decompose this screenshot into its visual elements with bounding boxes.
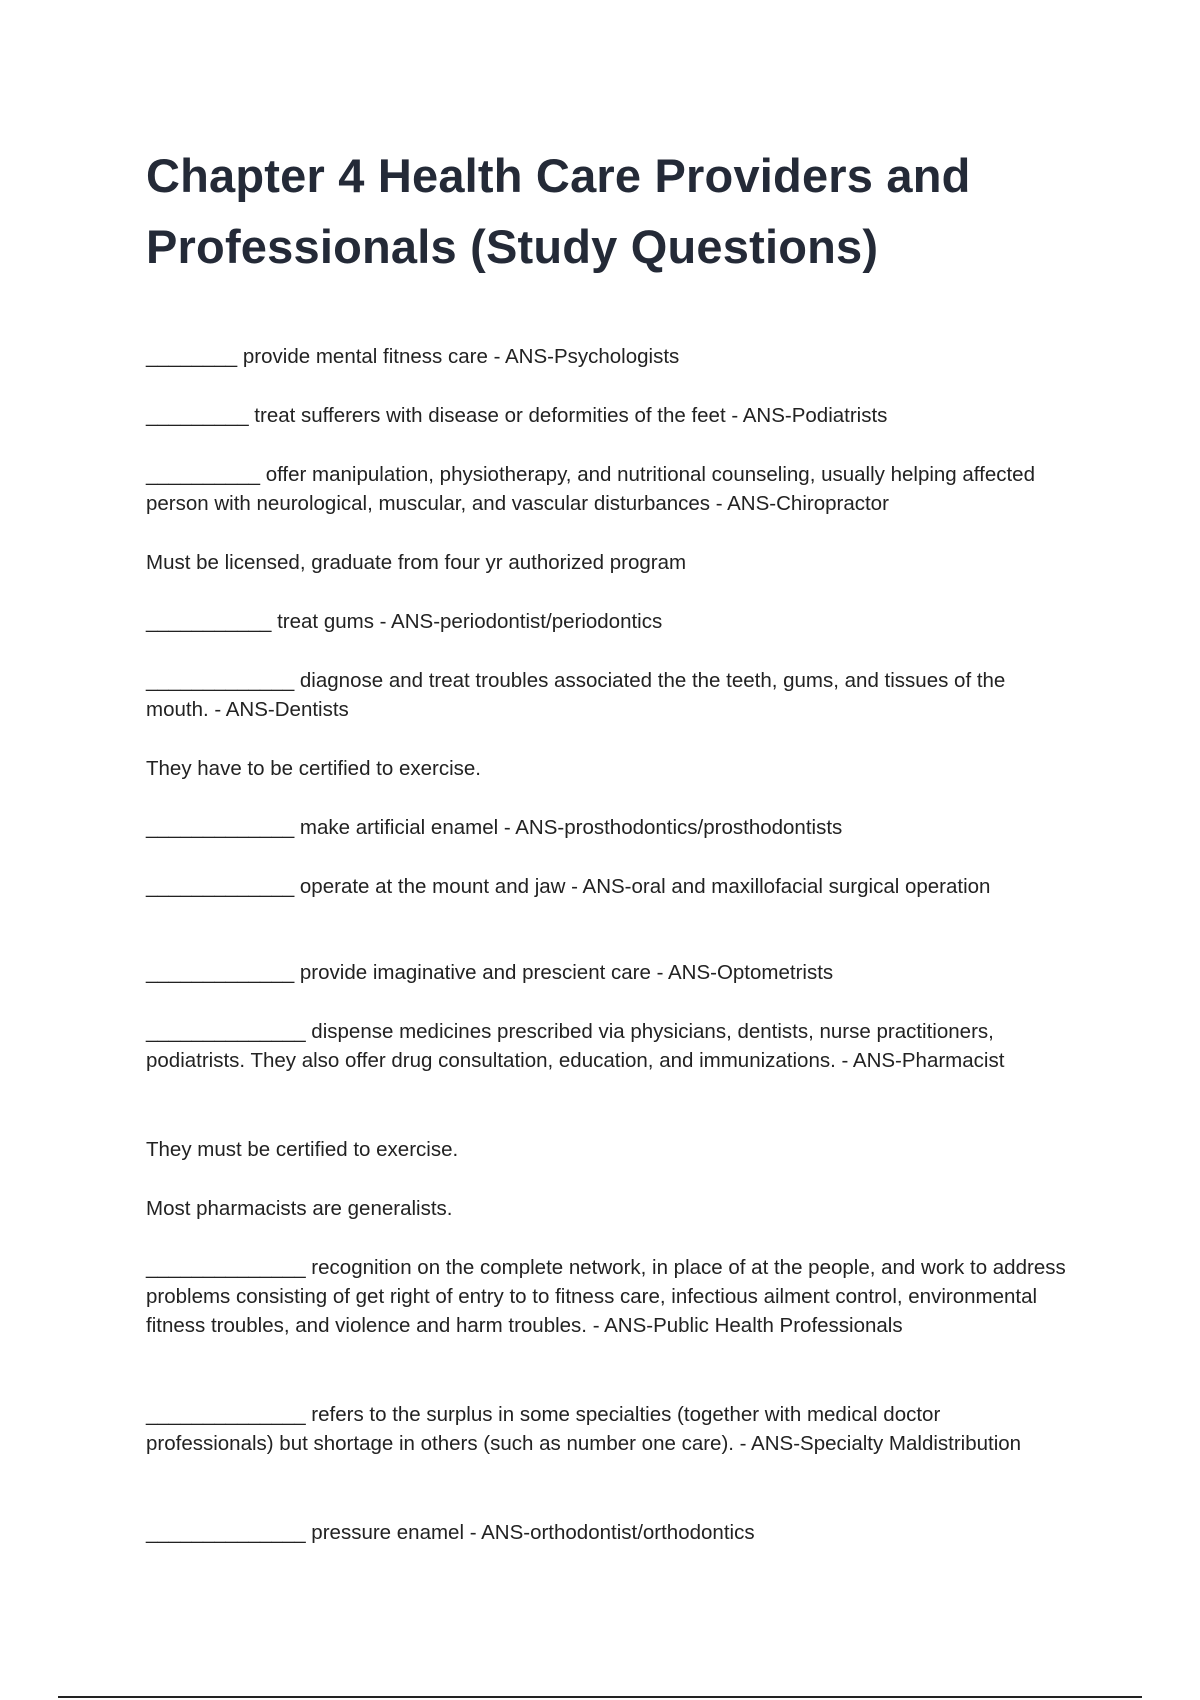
question-orthodontist: ______________ pressure enamel - ANS-orthodontist/orthodontics — [146, 1521, 755, 1544]
note-dentist-certification: They have to be certified to exercise. — [146, 757, 482, 780]
question-prosthodontics: _____________ make artificial enamel - ANS-prosthodontics/prosthodontists — [146, 816, 843, 839]
question-public-health: ______________ recognition on the complete network, in place of at the people, and work to address problems consisting of get right of entry to to fitness care, infectious ailment control, environmental fitness troubles, and violence and harm troubles. - ANS-Public Health Professionals — [146, 1256, 1072, 1337]
question-pharmacist: ______________ dispense medicines prescribed via physicians, dentists, nurse practitioners, podiatrists. They also offer drug consultation, education, and immunizations. - ANS-Pharmacist — [146, 1020, 1005, 1072]
question-psychologists: ________ provide mental fitness care - ANS-Psychologists — [146, 345, 680, 368]
note-licensing: Must be licensed, graduate from four yr authorized program — [146, 551, 687, 574]
question-oral-surgery: _____________ operate at the mount and jaw - ANS-oral and maxillofacial surgical operation — [146, 875, 991, 898]
note-pharmacist-certification: They must be certified to exercise. — [146, 1138, 459, 1161]
question-chiropractor: __________ offer manipulation, physiotherapy, and nutritional counseling, usually helping affected person with neurological, muscular, and vascular disturbances - ANS-Chiropractor — [146, 463, 1041, 515]
question-periodontist: ___________ treat gums - ANS-periodontist/periodontics — [146, 610, 663, 633]
note-pharmacist-generalists: Most pharmacists are generalists. — [146, 1197, 453, 1220]
page-title: Chapter 4 Health Care Providers and Professionals (Study Questions) — [146, 149, 971, 273]
footer-divider — [58, 1696, 1142, 1698]
question-dentists: _____________ diagnose and treat troubles associated the the teeth, gums, and tissues of the mouth. - ANS-Dentists — [146, 669, 1012, 721]
question-podiatrists: _________ treat sufferers with disease or deformities of the feet - ANS-Podiatrists — [146, 404, 888, 427]
question-specialty-maldistribution: ______________ refers to the surplus in some specialties (together with medical doctor professionals) but shortage in others (such as number one care). - ANS-Specialty Maldistribution — [146, 1403, 1022, 1455]
question-optometrists: _____________ provide imaginative and prescient care - ANS-Optometrists — [146, 961, 834, 984]
